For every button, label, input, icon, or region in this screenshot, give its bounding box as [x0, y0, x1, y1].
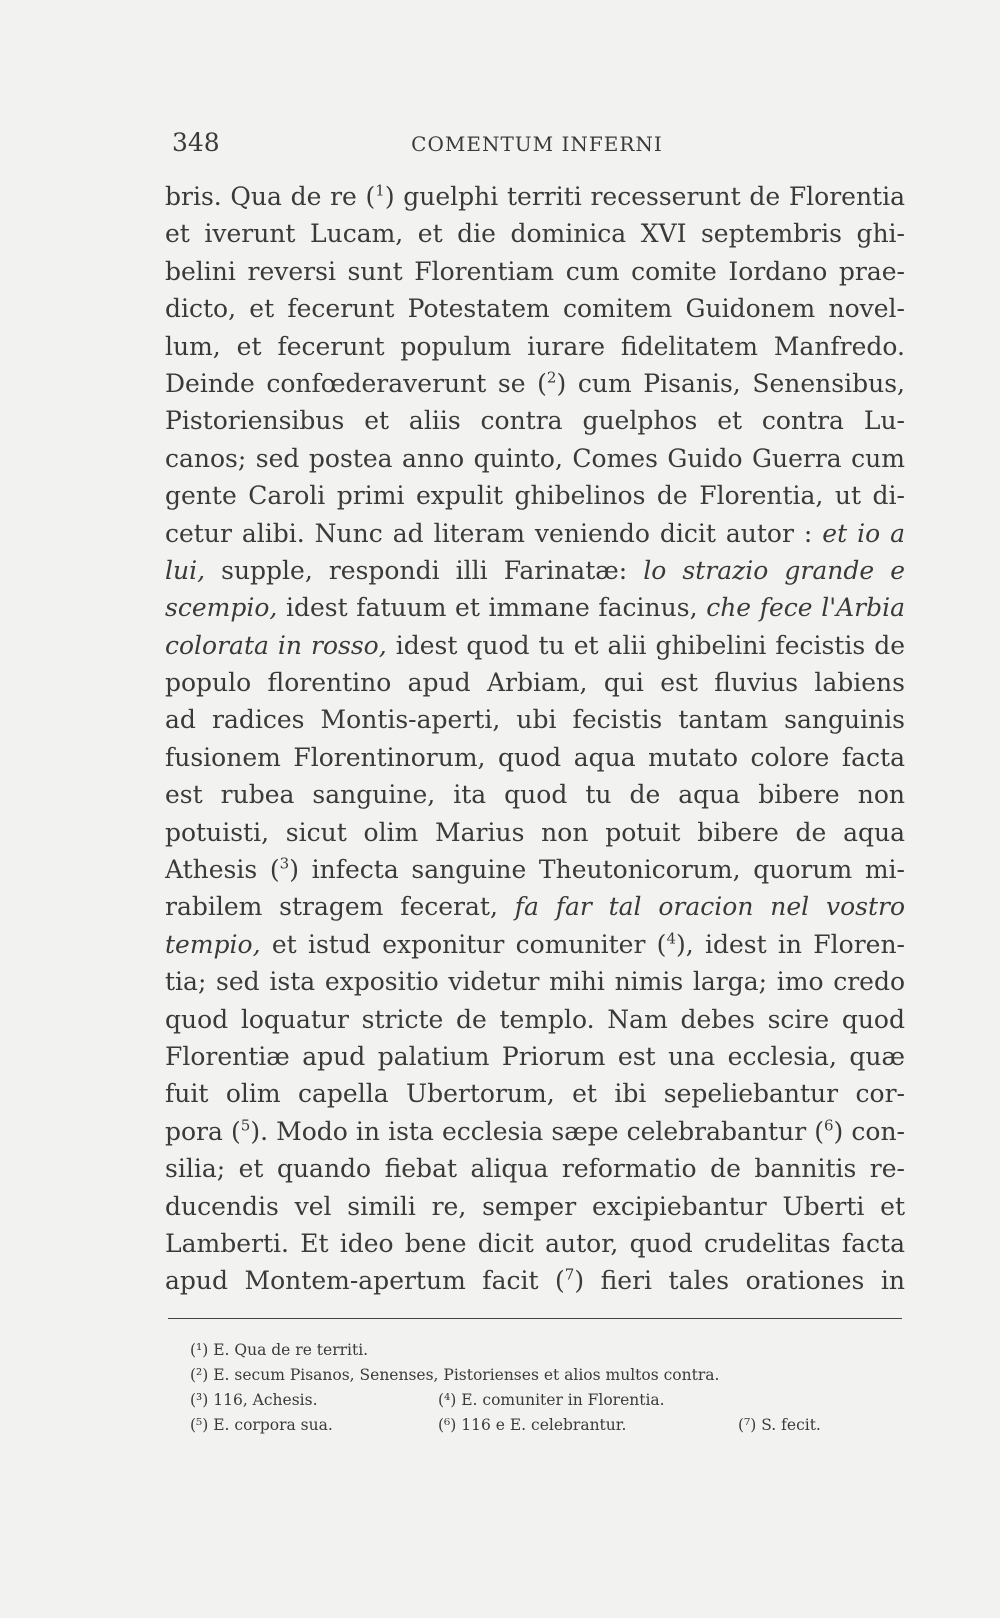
- footnote-1: (¹) E. Qua de re territi.: [190, 1341, 369, 1359]
- text-line: colorata in rosso, idest quod tu et alii ghibelini fecistis de: [165, 630, 905, 660]
- footnote-4: (⁴) E. comuniter in Florentia.: [438, 1391, 665, 1409]
- text-line: fusionem Florentinorum, quod aqua mutato colore facta: [165, 742, 905, 772]
- text-line: ad radices Montis-aperti, ubi fecistis tantam sanguinis: [165, 705, 905, 735]
- text-line: cetur alibi. Nunc ad literam veniendo dicit autor : et io a: [165, 518, 906, 548]
- text-line: gente Caroli primi expulit ghibelinos de Florentia, ut di-: [165, 481, 905, 511]
- text-line: tia; sed ista expositio videtur mihi nimis larga; imo credo: [165, 967, 905, 997]
- footnote-6: (⁶) 116 e E. celebrantur.: [438, 1416, 627, 1434]
- text-line: fuit olim capella Ubertorum, et ibi sepeliebantur cor-: [165, 1079, 905, 1109]
- text-line: quod loquatur stricte de templo. Nam debes scire quod: [165, 1004, 905, 1034]
- text-line: tempio, et istud exponitur comuniter ($^4$), idest in Floren-: [165, 929, 905, 959]
- text-line: Florentiæ apud palatium Priorum est una ecclesia, quæ: [165, 1041, 905, 1071]
- footnote-2: (²) E. secum Pisanos, Senenses, Pistorienses et alios multos contra.: [190, 1366, 720, 1384]
- text-line: dicto, et fecerunt Potestatem comitem Guidonem novel-: [165, 294, 905, 324]
- footnote-row: [190, 1413, 910, 1438]
- text-line: lum, et fecerunt populum iurare fidelitatem Manfredo.: [165, 331, 905, 361]
- text-line: populo florentino apud Arbiam, qui est fluvius labiens: [165, 668, 905, 698]
- text-line: Lamberti. Et ideo bene dicit autor, quod crudelitas facta: [165, 1228, 905, 1258]
- text-line: et iverunt Lucam, et die dominica XVI septembris ghi-: [165, 219, 905, 249]
- page-header: [172, 128, 902, 168]
- text-line: rabilem stragem fecerat, fa far tal oracion nel vostro: [165, 892, 905, 922]
- footnote-row: [190, 1338, 910, 1363]
- text-line: apud Montem-apertum facit ($^7$) fieri tales orationes in: [165, 1266, 905, 1296]
- footnote-rule: [168, 1318, 902, 1319]
- text-line: belini reversi sunt Florentiam cum comite Iordano prae-: [165, 256, 905, 286]
- text-line: bris. Qua de re ($^1$) guelphi territi recesserunt de Florentia: [165, 181, 906, 211]
- page-number: 348: [172, 128, 220, 157]
- footnote-7: (⁷) S. fecit.: [738, 1416, 821, 1434]
- text-line: Deinde confœderaverunt se ($^2$) cum Pisanis, Senensibus,: [165, 368, 905, 398]
- text-line: pora ($^5$). Modo in ista ecclesia sæpe celebrabantur ($^6$) con-: [165, 1116, 905, 1146]
- text-line: ducendis vel simili re, semper excipiebantur Uberti et: [165, 1191, 905, 1221]
- text-line: lui, supple, respondi illi Farinatæ: lo strazio grande e: [165, 555, 905, 585]
- text-line: canos; sed postea anno quinto, Comes Guido Guerra cum: [165, 443, 905, 473]
- footnote-3: (³) 116, Achesis.: [190, 1391, 318, 1409]
- text-line: potuisti, sicut olim Marius non potuit bibere de aqua: [165, 817, 905, 847]
- footnotes: [190, 1338, 910, 1438]
- body-text: [165, 178, 905, 1300]
- text-line: Pistoriensibus et aliis contra guelphos et contra Lu-: [165, 406, 905, 436]
- text-line: Athesis ($^3$) infecta sanguine Theutonicorum, quorum mi-: [165, 854, 905, 885]
- footnote-row: [190, 1388, 910, 1413]
- footnote-5: (⁵) E. corpora sua.: [190, 1416, 333, 1434]
- text-line: silia; et quando fiebat aliqua reformatio de bannitis re-: [165, 1154, 905, 1184]
- text-line: scempio, idest fatuum et immane facinus, che fece l'Arbia: [165, 593, 905, 623]
- running-head: COMENTUM INFERNI: [411, 132, 663, 156]
- text-line: est rubea sanguine, ita quod tu de aqua bibere non: [165, 780, 905, 810]
- footnote-row: [190, 1363, 910, 1388]
